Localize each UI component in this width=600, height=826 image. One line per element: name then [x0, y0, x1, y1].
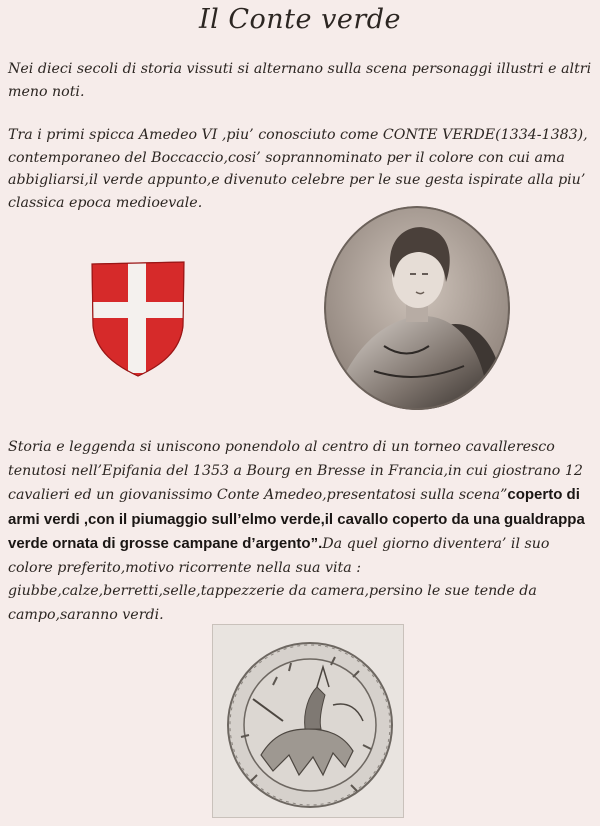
savoy-shield-image — [90, 260, 186, 378]
seal-image — [212, 624, 404, 818]
portrait-image — [324, 206, 510, 410]
intro-paragraph: Nei dieci secoli di storia vissuti si alternano sulla scena personaggi illustri e altri meno noti. — [8, 61, 592, 100]
page-title: Il Conte verde — [199, 4, 401, 35]
tournament-paragraph — [8, 436, 594, 627]
tournament-lead-text: Storia e leggenda si uniscono ponendolo al centro di un torneo cavalleresco tenutosi nell’Epifania del 1353 a Bourg en Bresse in Francia,in cui giostrano 12 cavalieri ed un giovanissimo Conte Amedeo,presentatosi sulla scena” — [8, 439, 583, 503]
tournament-tail-text: Da quel giorno diventera’ il suo colore preferito,motivo ricorrente nella sua vita : giubbe,calze,berretti,selle,tappezzerie da camera,persino le sue tende da campo,saranno verdi. — [8, 536, 550, 623]
amedeo-paragraph: Tra i primi spicca Amedeo VI ,piu’ conosciuto come CONTE VERDE(1334-1383), contemporaneo del Boccaccio,cosi’ soprannominato per il colore con cui ama abbigliarsi,il verde appunto,e divenuto celebre per le sue gesta ispirate alla piu’ classica epoca medioevale. — [8, 127, 588, 211]
tournament-quote-text: coperto di armi verdi ,con il piumaggio sull’elmo verde,il cavallo coperto da una gualdrappa verde ornata di grosse campane d’argento”. — [8, 486, 585, 552]
